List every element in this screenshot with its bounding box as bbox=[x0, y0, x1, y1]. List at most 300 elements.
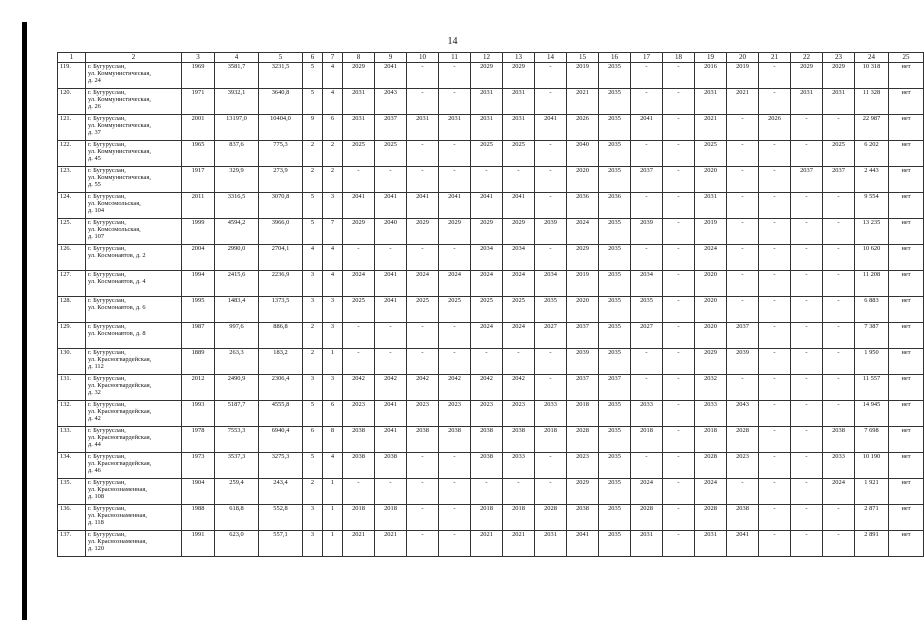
address-line: ул. Красногвардейская, bbox=[88, 356, 152, 364]
address-cell bbox=[86, 167, 182, 193]
column-number-cell: 9 bbox=[375, 53, 407, 63]
table-cell: 2028 bbox=[695, 453, 727, 479]
row-number-cell: 125. bbox=[58, 219, 86, 245]
table-cell: 2027 bbox=[631, 323, 663, 349]
address-line: г. Бугуруслан, bbox=[88, 427, 126, 434]
table-cell: - bbox=[407, 349, 439, 375]
table-cell: нет bbox=[889, 115, 924, 141]
address-line: г. Бугуруслан, bbox=[88, 219, 126, 226]
table-cell: 2029 bbox=[567, 479, 599, 505]
table-cell: - bbox=[439, 323, 471, 349]
row-number-cell: 127. bbox=[58, 271, 86, 297]
table-cell: 3 bbox=[323, 323, 343, 349]
table-row bbox=[58, 167, 924, 193]
table-cell: - bbox=[791, 349, 823, 375]
table-cell: 2035 bbox=[599, 505, 631, 531]
table-cell: 2039 bbox=[631, 219, 663, 245]
address-cell bbox=[86, 89, 182, 115]
table-cell: 2025 bbox=[343, 141, 375, 167]
address-cell bbox=[86, 297, 182, 323]
table-cell: 3 bbox=[323, 375, 343, 401]
address-cell bbox=[86, 63, 182, 89]
table-cell: 1 950 bbox=[855, 349, 889, 375]
table-cell: 1987 bbox=[182, 323, 215, 349]
table-cell: 2043 bbox=[375, 89, 407, 115]
table-cell: 2041 bbox=[375, 401, 407, 427]
table-cell: 2021 bbox=[343, 531, 375, 557]
address-line: г. Бугуруслан, bbox=[88, 297, 126, 304]
table-cell: - bbox=[407, 141, 439, 167]
table-cell: - bbox=[439, 505, 471, 531]
address-line: д. 118 bbox=[88, 519, 104, 527]
table-cell: 2 bbox=[323, 167, 343, 193]
table-cell: - bbox=[823, 115, 855, 141]
table-cell: 2043 bbox=[727, 401, 759, 427]
address-line: ул. Краснознаменная, bbox=[88, 486, 147, 494]
table-cell: 2027 bbox=[535, 323, 567, 349]
table-cell: - bbox=[727, 193, 759, 219]
table-cell: 13 235 bbox=[855, 219, 889, 245]
table-cell: нет bbox=[889, 453, 924, 479]
table-cell: 2031 bbox=[343, 89, 375, 115]
table-cell: 2029 bbox=[471, 219, 503, 245]
table-cell: 2018 bbox=[567, 401, 599, 427]
address-line: ул. Комсомольская, bbox=[88, 200, 141, 208]
table-cell: - bbox=[663, 401, 695, 427]
table-cell: 3070,8 bbox=[259, 193, 303, 219]
table-cell: 6 bbox=[323, 401, 343, 427]
table-cell: 7 387 bbox=[855, 323, 889, 349]
table-cell: 2029 bbox=[823, 63, 855, 89]
table-cell: 2038 bbox=[567, 505, 599, 531]
table-cell: 2020 bbox=[695, 297, 727, 323]
table-cell: - bbox=[407, 505, 439, 531]
table-cell: нет bbox=[889, 427, 924, 453]
table-cell: - bbox=[759, 401, 791, 427]
address-line: д. 42 bbox=[88, 415, 101, 423]
table-cell: 273,9 bbox=[259, 167, 303, 193]
row-number-cell: 136. bbox=[58, 505, 86, 531]
table-cell: 2031 bbox=[471, 89, 503, 115]
table-cell: 1971 bbox=[182, 89, 215, 115]
table-cell: - bbox=[535, 63, 567, 89]
row-number-cell: 120. bbox=[58, 89, 86, 115]
table-cell: 2031 bbox=[695, 89, 727, 115]
address-line: ул. Красногвардейская, bbox=[88, 434, 152, 442]
table-cell: - bbox=[791, 453, 823, 479]
address-line: г. Бугуруслан, bbox=[88, 141, 126, 148]
table-cell: 2037 bbox=[791, 167, 823, 193]
table-cell: - bbox=[663, 167, 695, 193]
table-cell: 2035 bbox=[599, 167, 631, 193]
table-cell: 2004 bbox=[182, 245, 215, 271]
table-cell: 2025 bbox=[471, 297, 503, 323]
table-cell: 2415,6 bbox=[215, 271, 259, 297]
table-cell: 2034 bbox=[503, 245, 535, 271]
table-cell: - bbox=[663, 479, 695, 505]
table-cell: - bbox=[663, 531, 695, 557]
table-cell: 2024 bbox=[407, 271, 439, 297]
table-cell: 3 bbox=[303, 531, 323, 557]
table-cell: - bbox=[759, 531, 791, 557]
table-cell: 3581,7 bbox=[215, 63, 259, 89]
table-cell: 329,9 bbox=[215, 167, 259, 193]
table-cell: 2020 bbox=[695, 167, 727, 193]
table-row bbox=[58, 193, 924, 219]
row-number-cell: 130. bbox=[58, 349, 86, 375]
address-line: ул. Краснознаменная, bbox=[88, 538, 147, 546]
table-cell: 997,6 bbox=[215, 323, 259, 349]
address-cell bbox=[86, 193, 182, 219]
table-cell: 2035 bbox=[535, 297, 567, 323]
column-number-cell: 20 bbox=[727, 53, 759, 63]
table-cell: 2035 bbox=[599, 115, 631, 141]
table-cell: нет bbox=[889, 141, 924, 167]
table-cell: 10 620 bbox=[855, 245, 889, 271]
table-cell: 2 871 bbox=[855, 505, 889, 531]
table-cell: 7553,3 bbox=[215, 427, 259, 453]
table-cell: нет bbox=[889, 89, 924, 115]
table-cell: - bbox=[759, 505, 791, 531]
table-cell: - bbox=[791, 219, 823, 245]
table-cell: 14 945 bbox=[855, 401, 889, 427]
table-cell: 2033 bbox=[503, 453, 535, 479]
table-cell: - bbox=[791, 193, 823, 219]
address-line: г. Бугуруслан, bbox=[88, 115, 126, 122]
address-cell bbox=[86, 375, 182, 401]
table-cell: 2041 bbox=[631, 115, 663, 141]
table-cell: 2035 bbox=[599, 401, 631, 427]
table-cell: 2031 bbox=[695, 531, 727, 557]
table-cell: 3 bbox=[323, 193, 343, 219]
table-cell: 2024 bbox=[471, 323, 503, 349]
table-cell: - bbox=[439, 479, 471, 505]
table-cell: 2037 bbox=[375, 115, 407, 141]
table-cell: 2035 bbox=[599, 427, 631, 453]
table-cell: - bbox=[471, 167, 503, 193]
table-cell: 2039 bbox=[535, 219, 567, 245]
column-number-cell: 13 bbox=[503, 53, 535, 63]
table-cell: - bbox=[375, 349, 407, 375]
table-row bbox=[58, 505, 924, 531]
table-cell: 2038 bbox=[471, 453, 503, 479]
table-cell: 2031 bbox=[471, 115, 503, 141]
table-cell: 2306,4 bbox=[259, 375, 303, 401]
table-cell: - bbox=[663, 141, 695, 167]
table-cell: 2042 bbox=[375, 375, 407, 401]
row-number-cell: 133. bbox=[58, 427, 86, 453]
address-line: д. 120 bbox=[88, 545, 105, 553]
table-cell: - bbox=[439, 531, 471, 557]
table-cell: 2023 bbox=[727, 453, 759, 479]
address-line: д. 55 bbox=[88, 181, 101, 189]
table-cell: 2041 bbox=[503, 193, 535, 219]
table-cell: 4 bbox=[303, 245, 323, 271]
table-cell: 2036 bbox=[567, 193, 599, 219]
table-cell: - bbox=[759, 427, 791, 453]
table-cell: 2018 bbox=[343, 505, 375, 531]
table-cell: 2029 bbox=[471, 63, 503, 89]
table-cell: 4 bbox=[323, 245, 343, 271]
address-line: г. Бугуруслан, bbox=[88, 349, 126, 356]
table-row bbox=[58, 427, 924, 453]
table-cell: 2035 bbox=[599, 219, 631, 245]
table-cell: 2031 bbox=[631, 531, 663, 557]
table-cell: 2025 bbox=[375, 141, 407, 167]
column-number-cell: 4 bbox=[215, 53, 259, 63]
table-cell: 2024 bbox=[503, 271, 535, 297]
table-cell: 2023 bbox=[407, 401, 439, 427]
address-line: г. Бугуруслан, bbox=[88, 323, 126, 330]
table-cell: 1889 bbox=[182, 349, 215, 375]
table-cell: нет bbox=[889, 505, 924, 531]
table-cell: - bbox=[663, 375, 695, 401]
table-cell: - bbox=[439, 141, 471, 167]
table-cell: 2037 bbox=[823, 167, 855, 193]
table-row bbox=[58, 349, 924, 375]
table-cell: 2023 bbox=[343, 401, 375, 427]
address-cell bbox=[86, 531, 182, 557]
table-cell: 2023 bbox=[439, 401, 471, 427]
table-cell: 2024 bbox=[695, 245, 727, 271]
table-cell: 5 bbox=[303, 193, 323, 219]
table-cell: - bbox=[343, 245, 375, 271]
table-cell: - bbox=[631, 193, 663, 219]
table-cell: 4 bbox=[323, 63, 343, 89]
address-line: д. 45 bbox=[88, 155, 101, 163]
table-cell: 2704,1 bbox=[259, 245, 303, 271]
table-cell: - bbox=[407, 167, 439, 193]
table-cell: нет bbox=[889, 63, 924, 89]
table-cell: 2026 bbox=[759, 115, 791, 141]
table-cell: - bbox=[631, 349, 663, 375]
table-cell: - bbox=[407, 531, 439, 557]
table-cell: нет bbox=[889, 479, 924, 505]
address-line: г. Бугуруслан, bbox=[88, 271, 126, 278]
table-cell: - bbox=[759, 193, 791, 219]
table-cell: 2 bbox=[323, 141, 343, 167]
table-cell: 2031 bbox=[503, 115, 535, 141]
table-cell: - bbox=[791, 245, 823, 271]
table-cell: - bbox=[791, 323, 823, 349]
table-cell: 7 698 bbox=[855, 427, 889, 453]
table-cell: - bbox=[759, 271, 791, 297]
table-cell: нет bbox=[889, 219, 924, 245]
table-cell: - bbox=[663, 89, 695, 115]
table-cell: 2035 bbox=[599, 141, 631, 167]
table-cell: нет bbox=[889, 323, 924, 349]
table-row bbox=[58, 219, 924, 245]
table-cell: 1373,5 bbox=[259, 297, 303, 323]
table-cell: - bbox=[791, 401, 823, 427]
column-number-cell: 21 bbox=[759, 53, 791, 63]
table-cell: 1 bbox=[323, 505, 343, 531]
table-cell: - bbox=[663, 115, 695, 141]
table-cell: 2025 bbox=[503, 297, 535, 323]
row-number-cell: 131. bbox=[58, 375, 86, 401]
address-line: ул. Космонавтов, д. 4 bbox=[88, 278, 146, 286]
table-cell: 2021 bbox=[471, 531, 503, 557]
table-cell: 2038 bbox=[823, 427, 855, 453]
address-cell bbox=[86, 219, 182, 245]
table-cell: - bbox=[663, 193, 695, 219]
table-cell: - bbox=[823, 505, 855, 531]
table-cell: - bbox=[663, 323, 695, 349]
table-cell: 1978 bbox=[182, 427, 215, 453]
table-cell: 2041 bbox=[375, 193, 407, 219]
table-cell: 2034 bbox=[631, 271, 663, 297]
table-cell: 2028 bbox=[727, 427, 759, 453]
table-cell: - bbox=[759, 141, 791, 167]
table-cell: 2034 bbox=[471, 245, 503, 271]
column-number-cell: 5 bbox=[259, 53, 303, 63]
table-cell: - bbox=[407, 453, 439, 479]
table-cell: 2037 bbox=[567, 375, 599, 401]
column-number-cell: 17 bbox=[631, 53, 663, 63]
table-cell: - bbox=[375, 245, 407, 271]
table-cell: 886,8 bbox=[259, 323, 303, 349]
table-cell: 2041 bbox=[343, 193, 375, 219]
table-cell: - bbox=[727, 271, 759, 297]
address-line: г. Бугуруслан, bbox=[88, 505, 126, 512]
table-cell: нет bbox=[889, 167, 924, 193]
table-cell: 2031 bbox=[343, 115, 375, 141]
table-cell: 2021 bbox=[503, 531, 535, 557]
table-cell: 3 bbox=[303, 505, 323, 531]
table-cell: - bbox=[407, 323, 439, 349]
column-number-cell: 2 bbox=[86, 53, 182, 63]
table-cell: - bbox=[759, 349, 791, 375]
address-line: ул. Космонавтов, д. 6 bbox=[88, 304, 146, 312]
row-number-cell: 132. bbox=[58, 401, 86, 427]
table-cell: - bbox=[791, 141, 823, 167]
table-cell: 837,6 bbox=[215, 141, 259, 167]
table-cell: 2024 bbox=[695, 479, 727, 505]
table-cell: 2 bbox=[303, 349, 323, 375]
table-cell: - bbox=[407, 89, 439, 115]
table-cell: 4 bbox=[323, 89, 343, 115]
table-cell: 3231,5 bbox=[259, 63, 303, 89]
table-cell: - bbox=[727, 297, 759, 323]
table-cell: - bbox=[535, 193, 567, 219]
table-cell: 2025 bbox=[695, 141, 727, 167]
table-row bbox=[58, 323, 924, 349]
table-cell: - bbox=[343, 323, 375, 349]
table-cell: 2018 bbox=[695, 427, 727, 453]
row-number-cell: 135. bbox=[58, 479, 86, 505]
column-number-cell: 12 bbox=[471, 53, 503, 63]
table-cell: 2025 bbox=[343, 297, 375, 323]
table-cell: 2039 bbox=[567, 349, 599, 375]
table-cell: - bbox=[439, 349, 471, 375]
address-line: г. Бугуруслан, bbox=[88, 245, 126, 252]
table-cell: 8 bbox=[323, 427, 343, 453]
table-cell: 2021 bbox=[375, 531, 407, 557]
table-cell: - bbox=[727, 375, 759, 401]
table-cell: 1904 bbox=[182, 479, 215, 505]
address-line: ул. Коммунистическая, bbox=[88, 96, 151, 104]
table-cell: 2037 bbox=[599, 375, 631, 401]
table-cell: 2020 bbox=[695, 271, 727, 297]
address-line: д. 104 bbox=[88, 207, 105, 215]
table-cell: 2038 bbox=[407, 427, 439, 453]
address-line: д. 44 bbox=[88, 441, 101, 449]
table-cell: - bbox=[343, 479, 375, 505]
table-cell: 11 328 bbox=[855, 89, 889, 115]
table-cell: 2038 bbox=[471, 427, 503, 453]
table-cell: 2035 bbox=[599, 245, 631, 271]
address-line: ул. Красногвардейская, bbox=[88, 460, 152, 468]
table-cell: 2034 bbox=[535, 271, 567, 297]
table-cell: 3 bbox=[303, 271, 323, 297]
table-cell: 2029 bbox=[695, 349, 727, 375]
table-cell: 10 318 bbox=[855, 63, 889, 89]
table-cell: 2037 bbox=[631, 167, 663, 193]
table-cell: 2020 bbox=[567, 297, 599, 323]
table-cell: 2042 bbox=[343, 375, 375, 401]
table-cell: 1999 bbox=[182, 219, 215, 245]
table-cell: 2 bbox=[303, 167, 323, 193]
table-cell: 2038 bbox=[503, 427, 535, 453]
table-cell: - bbox=[503, 167, 535, 193]
table-cell: - bbox=[791, 427, 823, 453]
table-cell: - bbox=[535, 479, 567, 505]
table-cell: 2021 bbox=[567, 89, 599, 115]
row-number-cell: 122. bbox=[58, 141, 86, 167]
table-cell: - bbox=[663, 427, 695, 453]
table-cell: 2041 bbox=[407, 193, 439, 219]
table-cell: - bbox=[375, 167, 407, 193]
table-cell: 6940,4 bbox=[259, 427, 303, 453]
table-cell: - bbox=[791, 271, 823, 297]
table-cell: 2024 bbox=[343, 271, 375, 297]
table-cell: - bbox=[631, 245, 663, 271]
table-cell: - bbox=[663, 349, 695, 375]
table-cell: - bbox=[375, 323, 407, 349]
table-cell: 2025 bbox=[503, 141, 535, 167]
table-cell: - bbox=[535, 453, 567, 479]
address-line: д. 32 bbox=[88, 389, 101, 397]
address-line: ул. Коммунистическая, bbox=[88, 174, 151, 182]
table-cell: 2041 bbox=[439, 193, 471, 219]
table-cell: 2041 bbox=[375, 63, 407, 89]
table-cell: 2990,0 bbox=[215, 245, 259, 271]
table-cell: - bbox=[471, 349, 503, 375]
table-cell: 2020 bbox=[567, 167, 599, 193]
table-cell: 5187,7 bbox=[215, 401, 259, 427]
table-cell: 2026 bbox=[567, 115, 599, 141]
table-cell: - bbox=[759, 63, 791, 89]
address-line: д. 24 bbox=[88, 77, 101, 85]
table-cell: - bbox=[791, 479, 823, 505]
table-cell: 2041 bbox=[375, 297, 407, 323]
table-cell: 2 bbox=[303, 479, 323, 505]
table-cell: 2041 bbox=[535, 115, 567, 141]
row-number-cell: 126. bbox=[58, 245, 86, 271]
table-cell: - bbox=[439, 167, 471, 193]
table-cell: 2028 bbox=[631, 505, 663, 531]
table-cell: - bbox=[823, 193, 855, 219]
table-cell: - bbox=[791, 505, 823, 531]
table-cell: - bbox=[663, 505, 695, 531]
address-line: ул. Комсомольская, bbox=[88, 226, 141, 234]
table-cell: нет bbox=[889, 297, 924, 323]
table-cell: 2041 bbox=[471, 193, 503, 219]
table-cell: 6 883 bbox=[855, 297, 889, 323]
table-cell: 2031 bbox=[695, 193, 727, 219]
table-cell: 2042 bbox=[407, 375, 439, 401]
row-number-cell: 129. bbox=[58, 323, 86, 349]
